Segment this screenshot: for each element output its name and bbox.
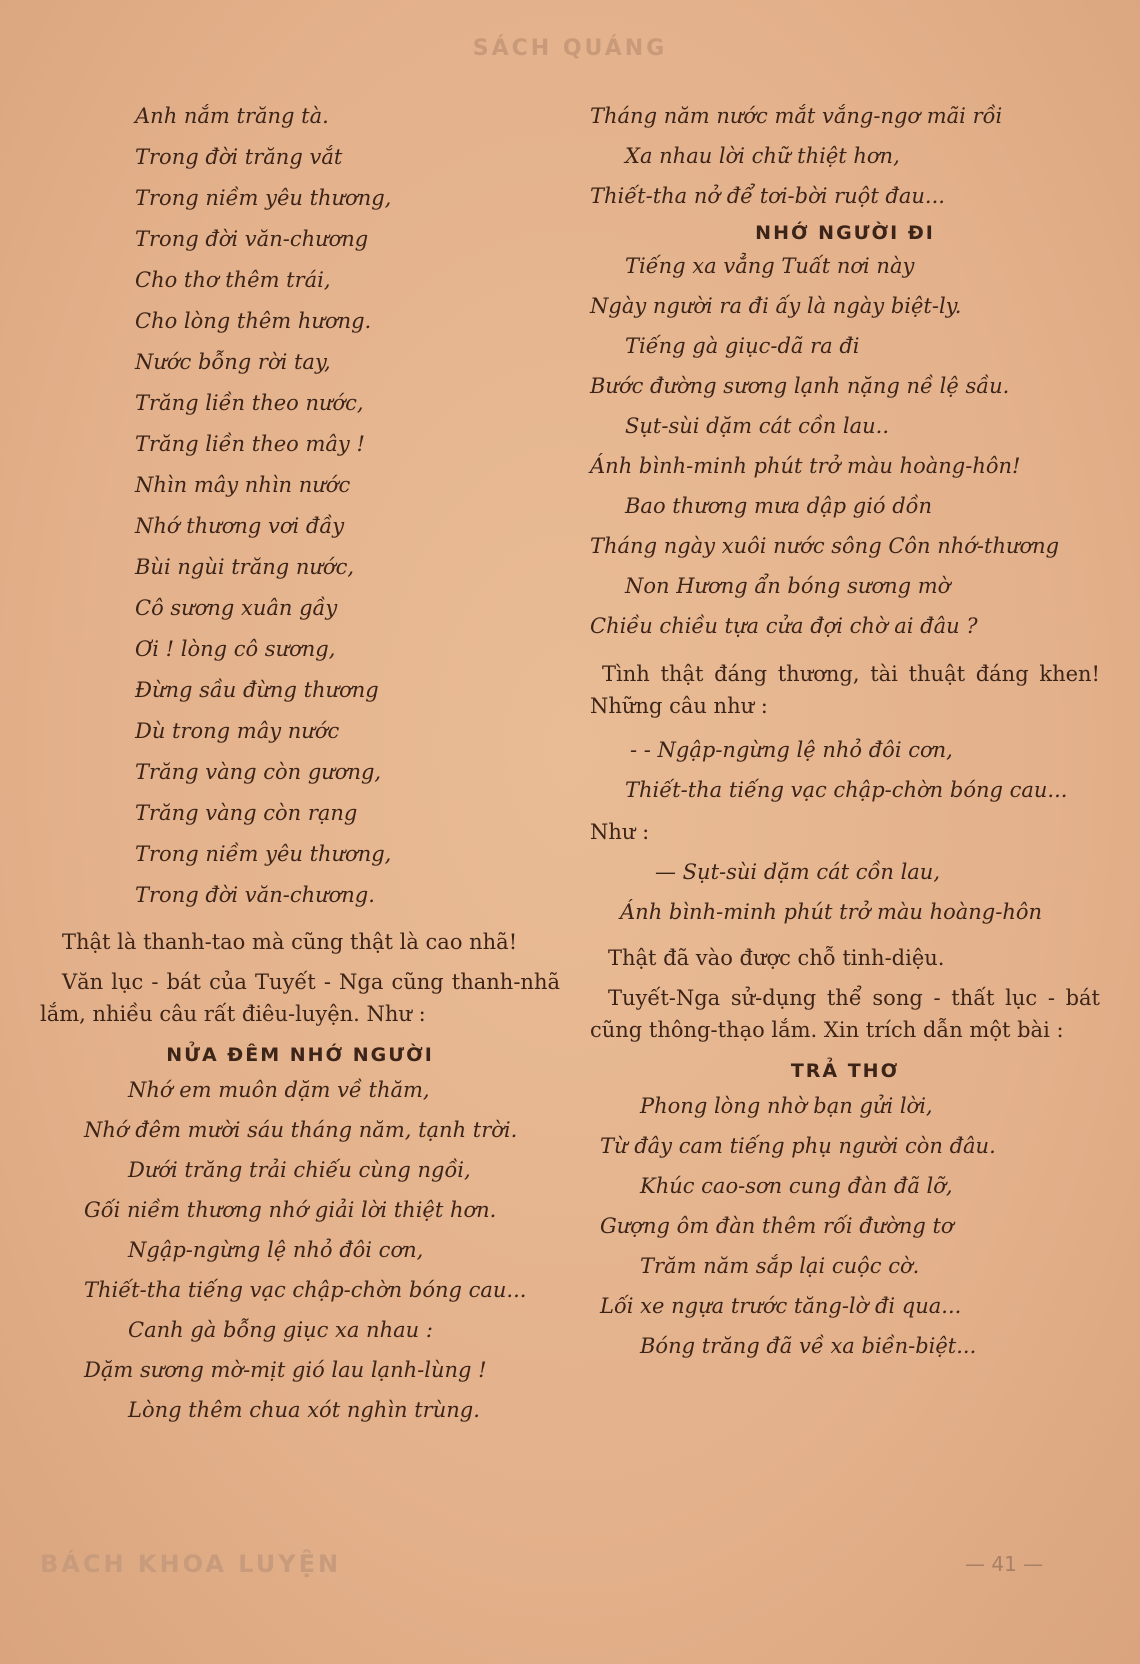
verse-line: Cho thơ thêm trái, xyxy=(135,268,331,292)
verse-line: Thiết-tha nở để tơi-bời ruột đau... xyxy=(590,184,945,208)
verse-line: Bóng trăng đã về xa biền-biệt... xyxy=(640,1334,977,1358)
verse-line: Gối niềm thương nhớ giải lời thiệt hơn. xyxy=(84,1198,497,1222)
verse-line: Trăng liền theo mây ! xyxy=(135,432,365,456)
verse-line: Thiết-tha tiếng vạc chập-chờn bóng cau... xyxy=(625,778,1068,802)
verse-line: Xa nhau lời chữ thiệt hơn, xyxy=(625,144,900,168)
poem3-block xyxy=(590,246,1100,646)
verse-line: Anh nắm trăng tà. xyxy=(135,104,329,128)
commentary-paragraph: Thật đã vào được chỗ tinh-diệu. xyxy=(608,946,945,970)
verse-line: Lòng thêm chua xót nghìn trùng. xyxy=(128,1398,480,1422)
verse-line: Trăm năm sắp lại cuộc cờ. xyxy=(640,1254,920,1278)
verse-line: Bao thương mưa dập gió dồn xyxy=(625,494,933,518)
verse-line: — Sụt-sùi dặm cát cồn lau, xyxy=(655,860,941,884)
verse-line: Trong niềm yêu thương, xyxy=(135,186,392,210)
poem-title: NHỚ NGƯỜI ĐI xyxy=(755,222,935,244)
page-number: — 41 — xyxy=(965,1552,1044,1576)
verse-line: Nhớ em muôn dặm về thăm, xyxy=(128,1078,430,1102)
verse-line: Phong lòng nhờ bạn gửi lời, xyxy=(640,1094,933,1118)
verse-line: Ngày người ra đi ấy là ngày biệt-ly. xyxy=(590,294,962,318)
right-column xyxy=(590,96,1100,1366)
verse-line: Trong đời trăng vắt xyxy=(135,145,343,169)
poem2-block xyxy=(40,1070,560,1430)
verse-line: Ngập-ngừng lệ nhỏ đôi cơn, xyxy=(128,1238,424,1262)
verse-line: Thiết-tha tiếng vạc chập-chờn bóng cau... xyxy=(84,1278,527,1302)
verse-line: Sụt-sùi dặm cát cồn lau.. xyxy=(625,414,890,438)
verse-line: Chiều chiều tựa cửa đợi chờ ai đâu ? xyxy=(590,614,978,638)
journal-name: BÁCH KHOA LUYỆN xyxy=(40,1550,342,1578)
verse-line: Canh gà bỗng giục xa nhau : xyxy=(128,1318,433,1342)
verse-line: Trăng vàng còn rạng xyxy=(135,801,358,825)
verse-line: Trong đời văn-chương. xyxy=(135,883,375,907)
commentary-paragraph: Tuyết-Nga sử-dụng thể song - thất lục - bát cũng thông-thạo lắm. Xin trích dẫn một bài : xyxy=(590,986,1100,1042)
poem4-block xyxy=(590,1086,1100,1366)
verse-line: Gượng ôm đàn thêm rối đường tơ xyxy=(600,1214,954,1238)
verse-line: Từ đây cam tiếng phụ người còn đâu. xyxy=(600,1134,996,1158)
verse-line: Nhìn mây nhìn nước xyxy=(135,473,351,497)
verse-line: Nhớ thương vơi đầy xyxy=(135,514,345,538)
poem-title: TRẢ THƠ xyxy=(790,1060,900,1082)
poem-title: NỬA ĐÊM NHỚ NGƯỜI xyxy=(166,1044,434,1066)
commentary-paragraph: Văn lục - bát của Tuyết - Nga cũng thanh-nhã lắm, nhiều câu rất điêu-luyện. Như : xyxy=(40,970,560,1026)
verse-line: Non Hương ẩn bóng sương mờ xyxy=(625,574,951,598)
verse-line: Trong niềm yêu thương, xyxy=(135,842,392,866)
poem1-block xyxy=(40,96,560,916)
verse-line: Nhớ đêm mười sáu tháng năm, tạnh trời. xyxy=(84,1118,518,1142)
verse-line: Ánh bình-minh phút trở màu hoàng-hôn xyxy=(620,900,1043,924)
poem-continuation xyxy=(590,96,1100,216)
commentary-paragraph: Thật là thanh-tao mà cũng thật là cao nhã! xyxy=(62,930,518,954)
verse-line: - - Ngập-ngừng lệ nhỏ đôi cơn, xyxy=(630,738,953,762)
verse-line: Trăng liền theo nước, xyxy=(135,391,364,415)
verse-line: Tháng ngày xuôi nước sông Côn nhớ-thương xyxy=(590,534,1060,558)
verse-line: Trong đời văn-chương xyxy=(135,227,369,251)
verse-line: Cô sương xuân gầy xyxy=(135,596,338,620)
running-head: SÁCH QUÁNG xyxy=(472,36,668,61)
verse-line: Dù trong mây nước xyxy=(135,719,340,743)
verse-line: Cho lòng thêm hương. xyxy=(135,309,372,333)
verse-line: Đừng sầu đừng thương xyxy=(135,678,379,702)
verse-line: Bước đường sương lạnh nặng nề lệ sầu. xyxy=(590,374,1010,398)
verse-line: Ánh bình-minh phút trở màu hoàng-hôn! xyxy=(590,454,1021,478)
verse-line: Tiếng xa vẳng Tuất nơi này xyxy=(625,254,915,278)
verse-line: Tiếng gà giục-dã ra đi xyxy=(625,334,860,358)
left-column xyxy=(40,96,560,1430)
verse-line: Dặm sương mờ-mịt gió lau lạnh-lùng ! xyxy=(84,1358,487,1382)
verse-line: Trăng vàng còn gương, xyxy=(135,760,382,784)
verse-line: Nước bỗng rời tay, xyxy=(135,350,331,374)
commentary-paragraph: Tình thật đáng thương, tài thuật đáng khen! Những câu như : xyxy=(590,662,1100,718)
commentary-paragraph: Như : xyxy=(590,820,650,844)
quote-block xyxy=(590,730,1100,810)
verse-line: Tháng năm nước mắt vắng-ngơ mãi rồi xyxy=(590,104,1003,128)
verse-line: Ơi ! lòng cô sương, xyxy=(135,637,336,661)
verse-line: Lối xe ngựa trước tăng-lờ đi qua... xyxy=(600,1294,962,1318)
verse-line: Khúc cao-sơn cung đàn đã lỡ, xyxy=(640,1174,953,1198)
verse-line: Dưới trăng trải chiếu cùng ngồi, xyxy=(128,1158,471,1182)
quote-block xyxy=(590,852,1100,932)
verse-line: Bùi ngùi trăng nước, xyxy=(135,555,355,579)
